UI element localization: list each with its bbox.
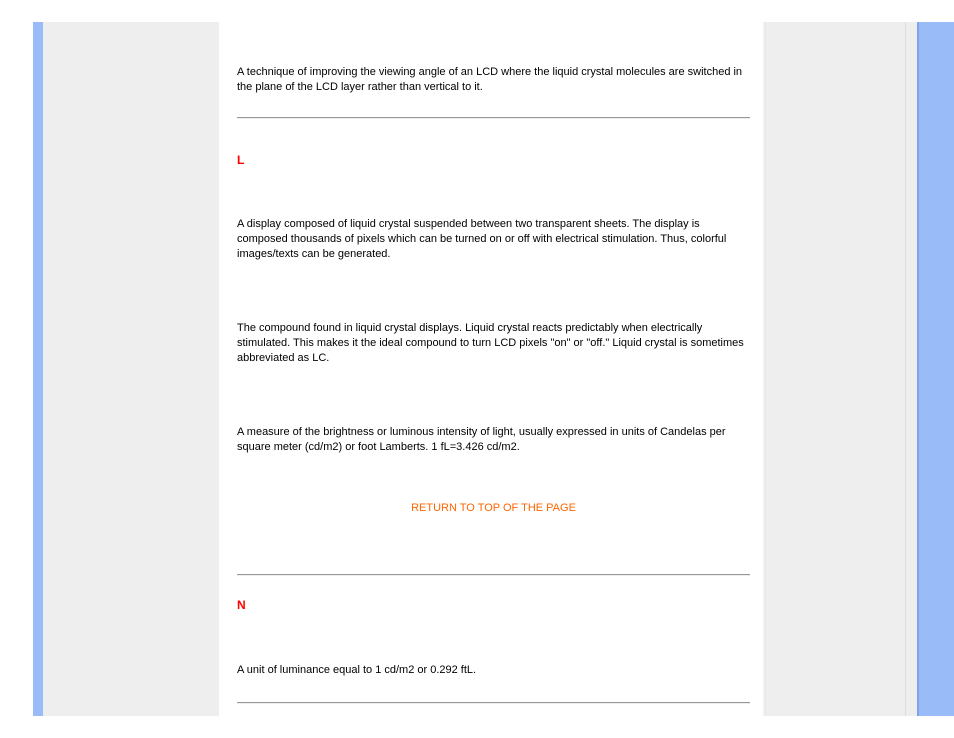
section-divider	[237, 117, 750, 119]
right-margin-panel	[766, 22, 917, 716]
left-margin-panel	[43, 22, 219, 716]
lcd-definition: A display composed of liquid crystal suspended between two transparent sheets. The display is composed thousands of pixels which can be turned on or off with electrical stimulation. Thus, colorful images/texts can be generated.	[237, 218, 727, 260]
right-accent-bar	[917, 22, 954, 716]
left-accent-bar	[33, 22, 43, 716]
section-letter-n: N	[237, 598, 246, 612]
section-divider	[237, 702, 750, 704]
nit-definition: A unit of luminance equal to 1 cd/m2 or 0.292 ftL.	[237, 664, 477, 676]
liquid-crystal-definition: The compound found in liquid crystal displays. Liquid crystal reacts predictably when electrically stimulated. This makes it the ideal compound to turn LCD pixels "on" or "off." Liquid crystal is sometimes abbreviated as LC.	[237, 322, 744, 364]
ips-definition: A technique of improving the viewing angle of an LCD where the liquid crystal molecules are switched in the plane of the LCD layer rather than vertical to it.	[237, 66, 743, 93]
section-divider	[237, 574, 750, 576]
luminance-definition: A measure of the brightness or luminous intensity of light, usually expressed in units of Candelas per square meter (cd/m2) or foot Lamberts. 1 fL=3.426 cd/m2.	[237, 426, 726, 453]
section-letter-l: L	[237, 153, 245, 167]
return-to-top-link[interactable]: RETURN TO TOP OF THE PAGE	[411, 502, 576, 514]
right-panel-divider	[905, 22, 906, 716]
